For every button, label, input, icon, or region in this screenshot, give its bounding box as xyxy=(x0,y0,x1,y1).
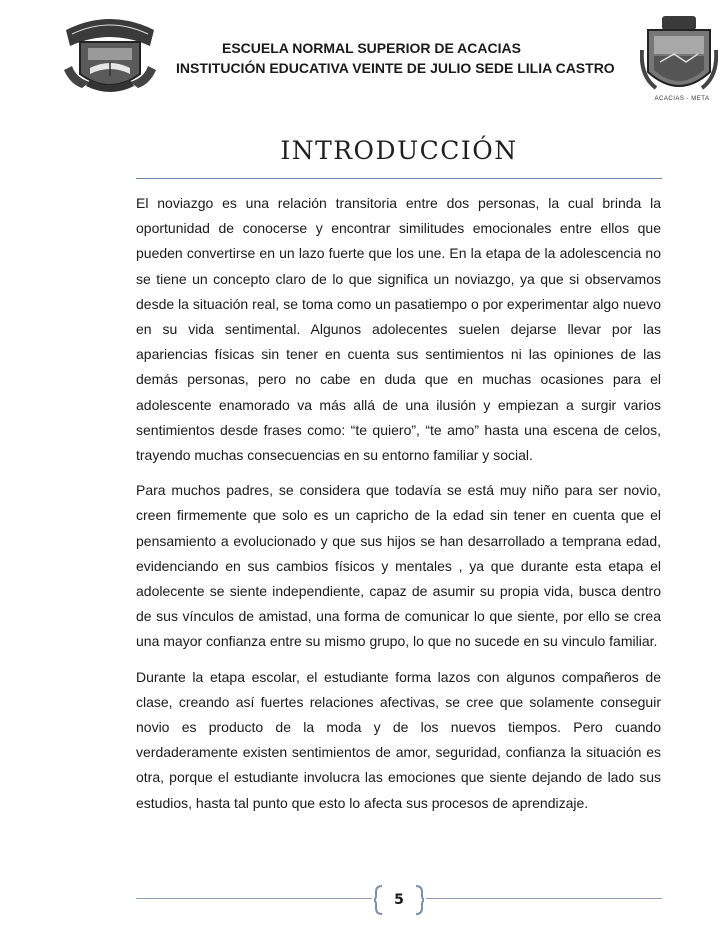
page-title: INTRODUCCIÓN xyxy=(280,136,518,165)
municipal-seal-icon xyxy=(640,10,718,108)
school-crest-icon xyxy=(60,12,160,98)
body-text xyxy=(136,191,661,826)
footer-rule-right xyxy=(426,898,662,899)
page-header xyxy=(0,0,728,110)
seal-caption: ACACIAS - META xyxy=(654,96,710,102)
paragraph: Para muchos padres, se considera que todavía se está muy niño para ser novio, creen firmemente que solo es un capricho de la edad sin tener en cuenta que el pensamiento a evolucionado y que sus hijos se han desarrollado a temprana edad, evidenciando en sus cambios físicos y mentales , ya que durante esta etapa el adolecente se siente independiente, capaz de asumir su propia vida, busca dentro de sus vínculos de amistad, una forma de comunicar lo que siente, por ello se crea una mayor confianza entre su mismo grupo, lo que no sucede en su vinculo familiar. xyxy=(136,482,661,650)
title-underline xyxy=(136,178,662,179)
paragraph: Durante la etapa escolar, el estudiante forma lazos con algunos compañeros de clase, creando así fuertes relaciones afectivas, se cree que solamente conseguir novio es producto de la moda y de los nuevos tiempos. Pero cuando verdaderamente existen sentimientos de amor, seguridad, confianza la situación es otra, porque el estudiante involucra las emociones que siente dejando de lado sus estudios, hasta tal punto que esto lo afecta sus procesos de aprendizaje. xyxy=(136,668,661,811)
paragraph: El noviazgo es una relación transitoria entre dos personas, la cual brinda la oportunidad de conocerse y encontrar similitudes emocionales entre ellos que pueden convertirse en un lazo fuerte que los une. En la etapa de la adolescencia no se tiene un concepto claro de lo que significa un noviazgo, ya que si observamos desde la situación real, se toma como un pasatiempo o por experimentar algo nuevo en su vida sentimental. Algunos adolecentes suelen dejarse llevar por las apariencias físicas sin tener en cuenta sus sentimientos ni las opiniones de las demás personas, pero no cabe en duda que en muchas ocasiones para el adolescente enamorado va más allá de una ilusión y empiezan a surgir varios sentimientos desde frases como: “te quiero”, “te amo” hasta una escena de celos, trayendo muchas consecuencias en su entorno familiar y social. xyxy=(136,195,661,464)
header-institution-name: INSTITUCIÓN EDUCATIVA VEINTE DE JULIO SEDE LILIA CASTRO xyxy=(176,60,615,76)
footer-rule-left xyxy=(136,898,372,899)
page-number: 5 xyxy=(394,892,404,908)
header-school-name: ESCUELA NORMAL SUPERIOR DE ACACIAS xyxy=(222,40,521,56)
